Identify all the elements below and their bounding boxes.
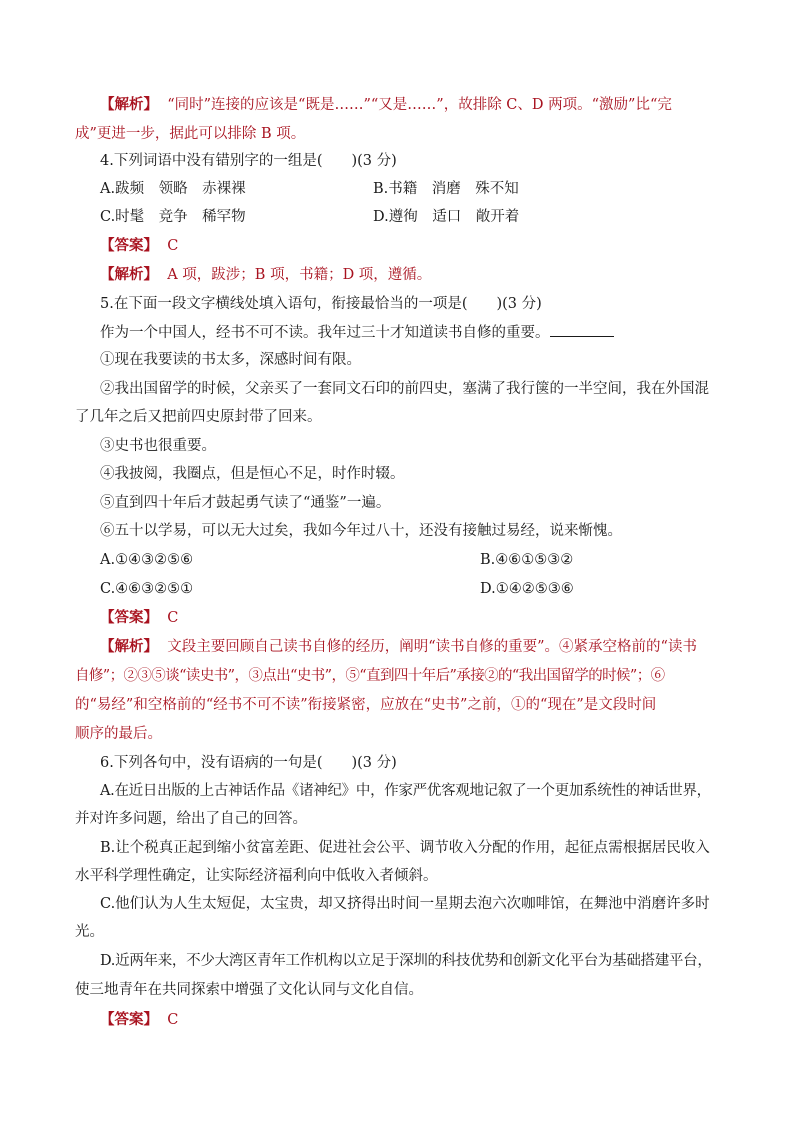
q4-analysis-line bbox=[100, 265, 431, 285]
q5-analysis-line-1 bbox=[100, 637, 697, 657]
q3-analysis-line-1 bbox=[100, 95, 672, 115]
q4-analysis-text: A 项，跋涉；B 项，书籍；D 项，遵循。 bbox=[167, 267, 432, 283]
q5-passage bbox=[100, 322, 614, 343]
q5-analysis-text-1: 文段主要回顾自己读书自修的经历，阐明“读书自修的重要”。④紧承空格前的“读书 bbox=[167, 639, 697, 655]
q6-answer-line bbox=[100, 1010, 178, 1030]
q3-analysis-line-2: 成”更进一步，据此可以排除 B 项。 bbox=[75, 126, 306, 142]
q5-item-3: ③史书也很重要。 bbox=[100, 438, 216, 454]
answer-label: 【答案】 bbox=[100, 609, 158, 626]
q5-answer-line bbox=[100, 608, 178, 628]
analysis-label: 【解析】 bbox=[100, 638, 158, 655]
q5-item-6: ⑥五十以学易，可以无大过矣，我如今年过八十，还没有接触过易经，说来惭愧。 bbox=[100, 523, 622, 539]
q6-option-a-cont: 并对许多问题，给出了自己的回答。 bbox=[75, 811, 307, 827]
q5-item-2: ②我出国留学的时候，父亲买了一套同文石印的前四史，塞满了我行箧的一半空间，我在外国混 bbox=[100, 381, 709, 397]
q4-answer: C bbox=[167, 238, 179, 254]
q5-analysis-line-2: 自修”；②③⑤谈“读史书”，③点出“史书”，⑤“直到四十年后”承接②的“我出国留学的时候”；⑥ bbox=[75, 668, 665, 684]
answer-label: 【答案】 bbox=[100, 237, 158, 254]
q4-option-a: A.跋频 领略 赤裸裸 bbox=[100, 181, 246, 197]
q6-option-c: C.他们认为人生太短促，太宝贵，却又挤得出时间一星期去泡六次咖啡馆，在舞池中消磨许多时 bbox=[100, 896, 710, 912]
q5-option-d: D.①④②⑤③⑥ bbox=[480, 581, 574, 597]
q5-answer: C bbox=[167, 610, 179, 626]
q4-answer-line bbox=[100, 236, 178, 256]
q5-item-2-cont: 了几年之后又把前四史原封带了回来。 bbox=[75, 409, 322, 425]
q6-option-c-cont: 光。 bbox=[75, 924, 104, 940]
q5-option-c: C.④⑥③②⑤① bbox=[100, 581, 194, 597]
q6-stem: 6.下列各句中，没有语病的一句是( )(3 分) bbox=[100, 755, 397, 771]
q4-option-b: B.书籍 消磨 殊不知 bbox=[373, 181, 519, 197]
q6-option-b: B.让个税真正起到缩小贫富差距、促进社会公平、调节收入分配的作用，起征点需根据居民收入 bbox=[100, 840, 710, 856]
answer-label: 【答案】 bbox=[100, 1011, 158, 1028]
q3-analysis-text-1: “同时”连接的应该是“既是……”“又是……”，故排除 C、D 两项。“激励”比“完 bbox=[167, 97, 672, 113]
q6-option-d: D.近两年来，不少大湾区青年工作机构以立足于深圳的科技优势和创新文化平台为基础搭建平台， bbox=[100, 953, 712, 969]
q5-analysis-line-4: 顺序的最后。 bbox=[75, 726, 162, 742]
q5-item-1: ①现在我要读的书太多，深感时间有限。 bbox=[100, 352, 361, 368]
q5-option-b: B.④⑥①⑤③② bbox=[480, 552, 574, 568]
q5-stem: 5.在下面一段文字横线处填入语句，衔接最恰当的一项是( )(3 分) bbox=[100, 296, 542, 312]
q5-item-4: ④我披阅，我圈点，但是恒心不足，时作时辍。 bbox=[100, 466, 405, 482]
q5-passage-text: 作为一个中国人，经书不可不读。我年过三十才知道读书自修的重要。 bbox=[100, 325, 550, 341]
q4-stem: 4.下列词语中没有错别字的一组是( )(3 分) bbox=[100, 153, 397, 169]
analysis-label: 【解析】 bbox=[100, 96, 158, 113]
q6-answer: C bbox=[167, 1012, 179, 1028]
q5-item-5: ⑤直到四十年后才鼓起勇气读了“通鉴”一遍。 bbox=[100, 495, 391, 511]
q5-option-a: A.①④③②⑤⑥ bbox=[100, 552, 194, 568]
q6-option-b-cont: 水平科学理性确定，让实际经济福利向中低收入者倾斜。 bbox=[75, 868, 438, 884]
q5-analysis-line-3: 的“易经”和空格前的“经书不可不读”衔接紧密，应放在“史书”之前，①的“现在”是文段时间 bbox=[75, 697, 657, 713]
q4-option-d: D.遵徇 适口 敞开着 bbox=[373, 209, 520, 225]
analysis-label: 【解析】 bbox=[100, 266, 158, 283]
q6-option-a: A.在近日出版的上古神话作品《诸神纪》中，作家严优客观地记叙了一个更加系统性的神话世界， bbox=[100, 783, 711, 799]
q4-option-c: C.时髦 竞争 稀罕物 bbox=[100, 209, 246, 225]
q6-option-d-cont: 使三地青年在共同探索中增强了文化认同与文化自信。 bbox=[75, 982, 423, 998]
fill-blank bbox=[550, 322, 614, 337]
